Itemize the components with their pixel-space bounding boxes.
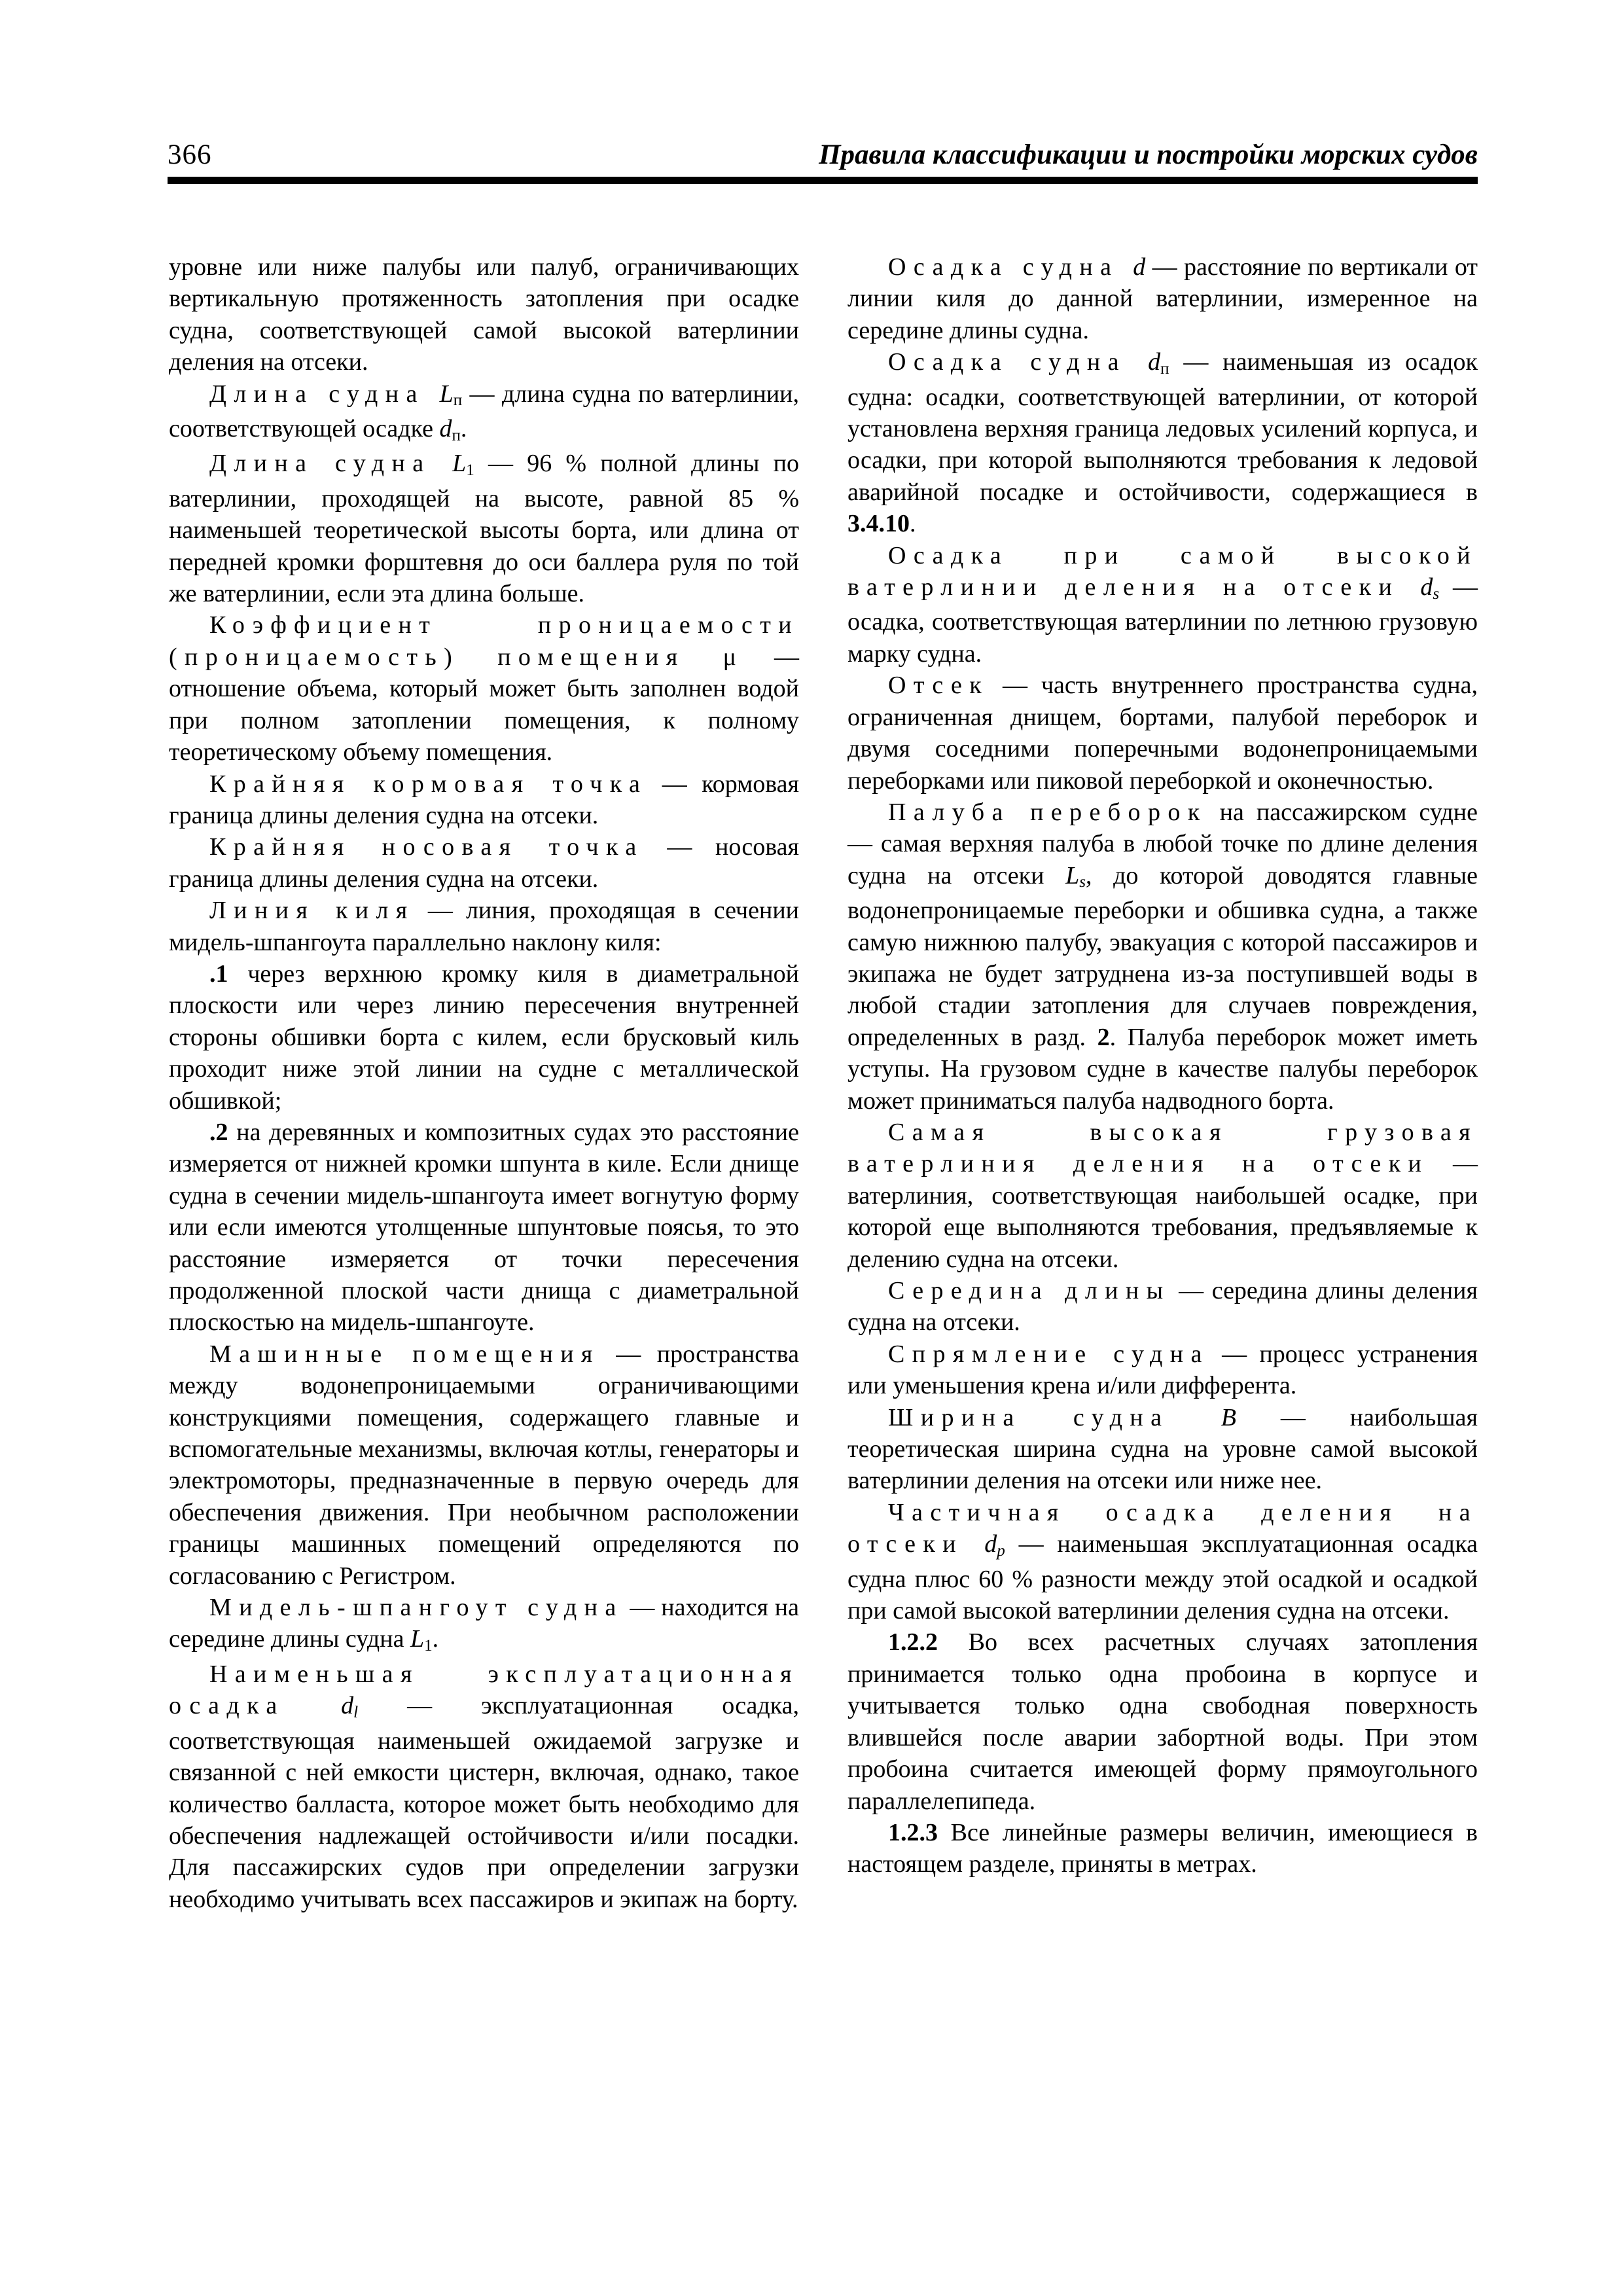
run-text: — середина длины деления судна на отсеки. (847, 1277, 1478, 1336)
run-text: d (984, 1530, 997, 1558)
paragraph (169, 1117, 799, 1338)
run-text: B (1221, 1403, 1236, 1431)
run-text: Во всех расчетных случаях затопления принимается только одна пробоина в корпусе и учитывается только одна свободная поверхность влившейся после аварии забортной воды. При этом пробоина считается имеющей форму прямоугольного параллелепипеда. (847, 1628, 1478, 1815)
run-text: — линия, проходящая в сечении мидель-шпангоута параллельно наклону киля: (169, 897, 799, 956)
term-text: Спрямление судна (888, 1340, 1209, 1368)
paragraph (169, 1659, 799, 1915)
run-text: d (1420, 573, 1433, 601)
paragraph (169, 609, 799, 768)
run-text: — наибольшая теоретическая ширина судна на уровне самой высокой ватерлинии деления на отсеки или ниже нее. (847, 1403, 1478, 1495)
run-text: 1 (424, 1636, 433, 1655)
run-text: — пространства между водонепроницаемыми ограничивающими конструкциями помещения, содержащего главные и вспомогательные механизмы, включая котлы, генераторы и электромоторы, предназначенные в первую очередь для обеспечения движения. При необычном расположении границы машинных помещений определяются по согласованию с Регистром. (169, 1340, 799, 1590)
paragraph (169, 895, 799, 958)
run-text: на деревянных и композитных судах это расстояние измеряется от нижней кромки шпунта в киле. Если днище судна в сечении мидель-шпангоута имеет вогнутую форму или если имеются утолщенные шпунтовые поясья, то это расстояние измеряется от точки пересечения продолженной плоской части днища с диаметральной плоскостью на мидель-шпангоуте. (169, 1118, 799, 1336)
term-text: Крайняя кормовая точка (209, 770, 648, 798)
term-text: Самая высокая грузовая ватерлиния деления на отсеки (847, 1118, 1478, 1178)
paragraph (847, 346, 1478, 539)
term-text: Линия киля (209, 897, 415, 925)
run-text: s (1079, 873, 1086, 891)
run-text: d (1133, 253, 1146, 281)
body-text (169, 251, 1478, 1915)
left-column (169, 251, 799, 1915)
run-text: L (410, 1625, 425, 1653)
paragraph (169, 378, 799, 448)
term-text: Наименьшая эксплуатационная осадка (169, 1660, 799, 1720)
header-rule (168, 177, 1478, 184)
run-text: п (453, 391, 463, 410)
paragraph (847, 670, 1478, 797)
term-text: Крайняя носовая точка (209, 833, 644, 861)
run-text: .1 (209, 960, 228, 988)
term-text: Длина судна (209, 450, 453, 478)
page-header (168, 139, 1478, 171)
term-text: Отсек (888, 672, 990, 700)
right-column (847, 251, 1478, 1915)
term-text: Осадка при самой высокой ватерлинии деления на отсеки (847, 541, 1478, 601)
run-text: — кормовая граница длины деления судна на отсеки. (169, 770, 799, 829)
run-text: — часть внутреннего пространства судна, ограниченная днищем, бортами, палубой переборок и двумя соседними поперечными водонепроницаемыми переборками или пиковой переборкой и оконечностью. (847, 672, 1478, 795)
term-text: Осадка судна (888, 253, 1133, 281)
run-text: . (460, 415, 467, 443)
run-text: — процесс устранения или уменьшения крена и/или дифферента. (847, 1340, 1478, 1400)
run-text: .2 (209, 1118, 228, 1146)
run-text: d (439, 415, 452, 443)
run-text: L (1065, 861, 1080, 889)
run-text: 3.4.10 (847, 510, 910, 538)
paragraph (847, 251, 1478, 346)
run-text: уровне или ниже палубы или палуб, ограничивающих вертикальную протяженность затопления при осадке судна, соответствующей самой высокой ватерлинии деления на отсеки. (169, 253, 799, 376)
run-text: п (452, 426, 461, 444)
run-text: — осадка, соответствующая ватерлинии по летнюю грузовую марку судна. (847, 573, 1478, 668)
run-text: через верхнюю кромку киля в диаметральной плоскости или через линию пересечения внутренней стороны обшивки борта с килем, если брусковый киль проходит ниже этой линии на судне с металлической обшивкой; (169, 960, 799, 1115)
paragraph (847, 1117, 1478, 1275)
run-text: — наименьшая из осадок судна: осадки, соответствующей ватерлинии, от которой установлена верхняя граница ледовых усилений корпуса, и осадки, при которой выполняются требования к ледовой аварийной посадке и остойчивости, содержащиеся в (847, 348, 1478, 506)
run-text: l (353, 1703, 359, 1721)
run-text: 2 (1097, 1023, 1110, 1051)
paragraph (847, 797, 1478, 1117)
run-text: — эксплуатационная осадка, соответствующая наименьшей ожидаемой загрузке и связанной с ней емкости цистерн, включая, однако, такое количество балласта, которое может быть необходимо для обеспечения надлежащей остойчивости и/или посадки. Для пассажирских судов при определении загрузки необходимо учитывать всех пассажиров и экипаж на борту. (169, 1692, 800, 1913)
paragraph (169, 1592, 799, 1659)
page-number: 366 (168, 139, 212, 170)
run-text: . (910, 510, 916, 538)
run-text: — наименьшая эксплуатационная осадка судна плюс 60 % разности между этой осадкой и осадкой при самой высокой ватерлинии деления судна на отсеки. (847, 1530, 1478, 1625)
running-title: Правила классификации и постройки морских судов (819, 139, 1478, 170)
term-text: Палуба переборок (888, 798, 1207, 826)
paragraph (169, 958, 799, 1117)
paragraph (847, 1626, 1478, 1816)
paragraph (847, 1402, 1478, 1497)
paragraph (169, 251, 799, 378)
paragraph (847, 1497, 1478, 1627)
run-text: — находится на середине длины судна (169, 1594, 799, 1653)
run-text: L (439, 380, 454, 408)
term-text: Мидель-шпангоут судна (209, 1594, 624, 1622)
paragraph (169, 448, 799, 609)
paragraph (847, 1817, 1478, 1880)
paragraph (169, 768, 799, 832)
term-text: Середина длины (888, 1277, 1171, 1304)
run-text: — 96 % полной длины по ватерлинии, проходящей на высоте, равной 85 % наименьшей теоретической высоты борта, или длина от передней кромки форштевня до оси баллера руля по той же ватерлинии, если эта длина больше. (169, 450, 799, 608)
run-text: p (997, 1541, 1005, 1560)
run-text: — носовая граница длины деления судна на отсеки. (169, 833, 799, 893)
run-text: на пассажирском судне — самая верхняя палуба в любой точке по длине деления судна на отсеки (847, 798, 1478, 889)
run-text: 1 (466, 461, 474, 479)
run-text: — ватерлиния, соответствующая наибольшей осадке, при которой еще выполняются требования, предъявляемые к делению судна на отсеки. (847, 1150, 1478, 1273)
paragraph (169, 1338, 799, 1592)
paragraph (847, 540, 1478, 670)
paragraph (169, 831, 799, 895)
term-text: Коэффициент проницаемости (проницаемость) помещения μ (169, 611, 799, 671)
run-text: s (1433, 584, 1440, 603)
run-text: . Палуба переборок может иметь уступы. На грузовом судне в качестве палубы переборок может приниматься палуба надводного борта. (847, 1023, 1478, 1115)
run-text: . (432, 1625, 439, 1653)
paragraph (847, 1275, 1478, 1338)
paragraph (847, 1338, 1478, 1402)
run-text: d (1148, 348, 1161, 376)
run-text: 1.2.2 (888, 1628, 938, 1657)
run-text: , до которой доводятся главные водонепроницаемые переборки и обшивка судна, а также самую нижнюю палубу, эвакуация с которой пассажиров и экипажа не будет затруднена из-за поступившей воды в любой стадии затопления для случаев повреждения, определенных в разд. (847, 861, 1478, 1051)
term-text: Длина судна (209, 380, 440, 408)
run-text: — расстояние по вертикали от линии киля до данной ватерлинии, измеренное на середине длины судна. (847, 253, 1478, 344)
term-text: Машинные помещения (209, 1340, 600, 1368)
run-text: — длина судна по ватерлинии, соответствующей осадке (169, 380, 800, 443)
run-text: 1.2.3 (888, 1818, 938, 1846)
term-text: Частичная осадка деления на отсеки (847, 1498, 1478, 1558)
term-text: Осадка судна (888, 348, 1149, 376)
run-text: п (1160, 359, 1169, 378)
run-text: Все линейные размеры величин, имеющиеся в настоящем разделе, приняты в метрах. (847, 1818, 1478, 1878)
run-text: d (341, 1692, 354, 1720)
term-text: Ширина судна (888, 1403, 1221, 1431)
run-text: L (452, 450, 467, 478)
run-text: — отношение объема, который может быть заполнен водой при полном затоплении помещения, к полному теоретическому объему помещения. (169, 643, 800, 766)
